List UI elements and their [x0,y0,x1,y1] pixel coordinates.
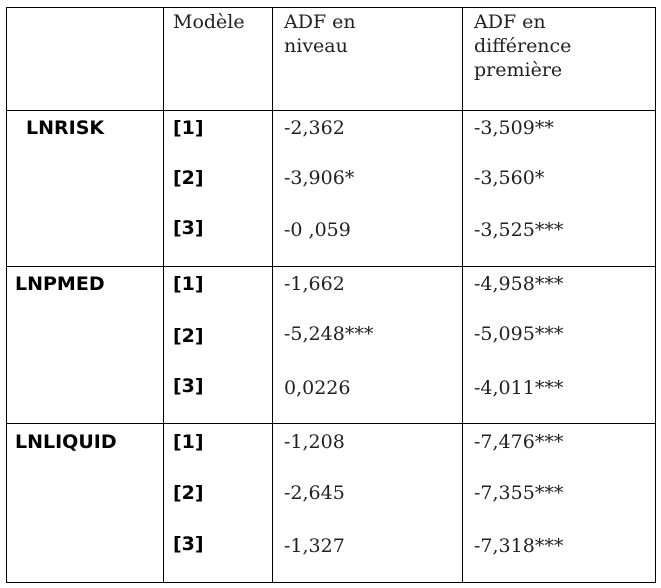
table-rule-group-1 [6,110,656,111]
table-rule-right [655,7,656,583]
table-rule-col-3 [462,7,463,583]
model-label: [2] [173,325,204,347]
table-rule-top [6,7,656,8]
variable-label-lnrisk: LNRISK [26,117,105,139]
table-rule-col-1 [163,7,164,583]
adf-level-value: -2,645 [284,482,345,504]
model-label: [2] [173,167,204,189]
model-label: [3] [173,375,204,397]
model-label: [1] [173,273,204,295]
adf-diff-value: -7,476*** [474,431,564,453]
adf-level-value: -1,327 [284,535,345,557]
header-adf-level: ADF en niveau [284,11,356,57]
adf-diff-value: -5,095*** [474,323,564,345]
adf-diff-value: -3,560* [474,167,545,189]
adf-level-value: 0,0226 [284,377,351,399]
table-rule-left [6,7,7,583]
table-rule-col-2 [272,7,273,583]
table-rule-group-2 [6,266,656,267]
table-rule-bottom [6,582,656,583]
table-rule-group-3 [6,423,656,424]
adf-diff-value: -3,525*** [474,219,564,241]
adf-diff-value: -7,318*** [474,535,564,557]
model-label: [1] [173,431,204,453]
adf-diff-value: -4,958*** [474,273,564,295]
adf-diff-value: -4,011*** [474,377,564,399]
header-adf-diff: ADF en différence première [474,11,572,81]
adf-level-value: -3,906* [284,167,355,189]
variable-label-lnliquid: LNLIQUID [15,431,117,453]
model-label: [2] [173,482,204,504]
adf-level-value: -5,248*** [284,323,374,345]
adf-level-value: -1,208 [284,431,345,453]
model-label: [1] [173,117,204,139]
adf-diff-value: -7,355*** [474,482,564,504]
adf-diff-value: -3,509** [474,117,554,139]
adf-level-value: -0 ,059 [284,219,351,241]
variable-label-lnpmed: LNPMED [15,273,105,295]
model-label: [3] [173,217,204,239]
header-model: Modèle [173,11,245,33]
model-label: [3] [173,533,204,555]
adf-level-value: -2,362 [284,117,345,139]
adf-level-value: -1,662 [284,273,345,295]
